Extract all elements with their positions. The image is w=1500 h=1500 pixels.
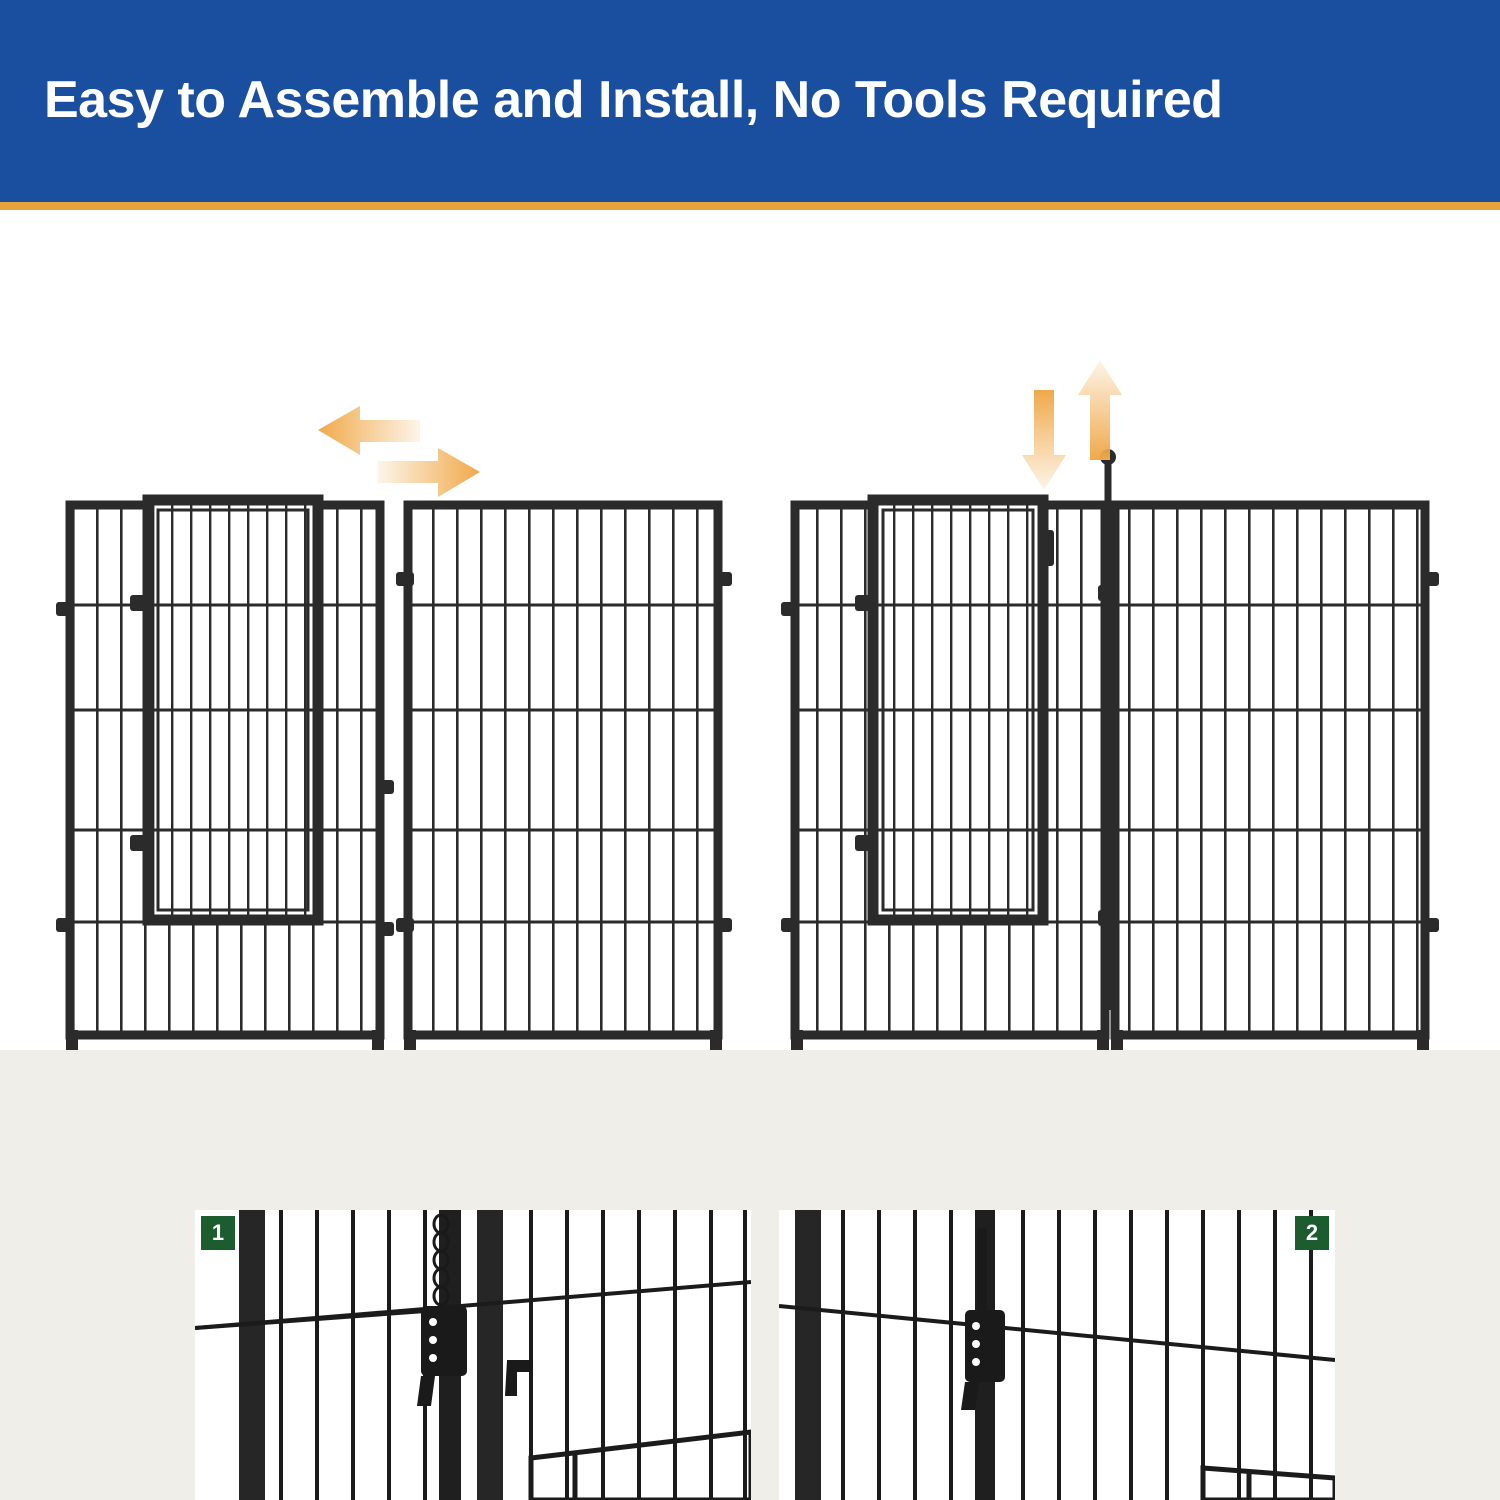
- swing-door-scene: [56, 406, 732, 1050]
- detail-photo-row: [195, 1210, 1335, 1500]
- latch-closeup-1-graphic: [195, 1210, 751, 1500]
- gate-door[interactable]: [130, 500, 318, 920]
- right-side-panel: [396, 505, 732, 1050]
- fence-diagram: [0, 210, 1500, 1050]
- illustration-area: [0, 210, 1500, 1050]
- header-accent-divider: [0, 202, 1500, 210]
- page-title: Easy to Assemble and Install, No Tools Required: [44, 71, 1223, 130]
- latch-closeup-2: [779, 1210, 1335, 1500]
- detail-badge-2: 2: [1295, 1216, 1329, 1250]
- horizontal-swing-arrow: [318, 406, 480, 497]
- right-side-panel-2: [1111, 505, 1439, 1050]
- header-banner: [0, 0, 1500, 202]
- latch-closeup-1: [195, 1210, 751, 1500]
- detail-badge-1: 1: [201, 1216, 235, 1250]
- detail-area: [0, 1050, 1500, 1500]
- gate-door-2[interactable]: [855, 500, 1054, 920]
- latch-closeup-2-graphic: [779, 1210, 1335, 1500]
- lift-latch-scene: [781, 360, 1439, 1050]
